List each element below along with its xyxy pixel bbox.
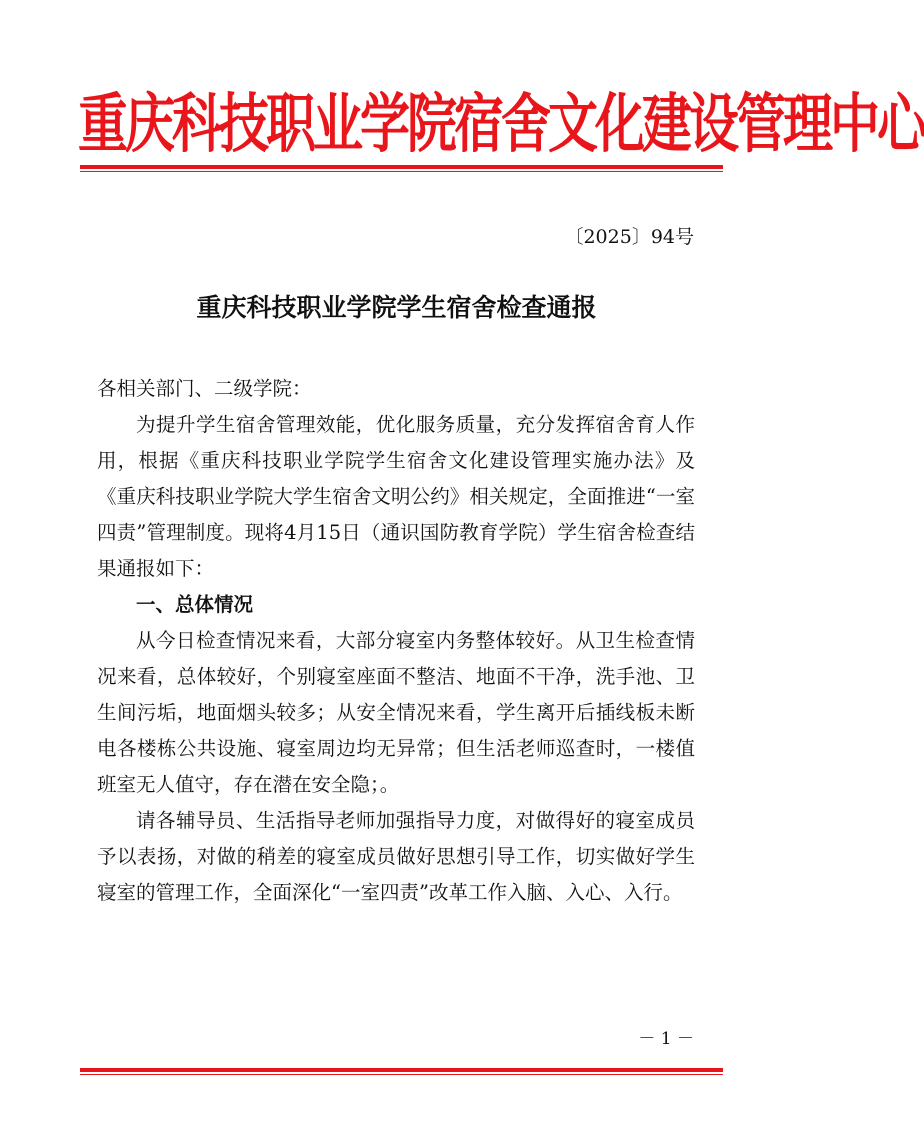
document-body bbox=[97, 371, 695, 911]
masthead-red-rule-thin bbox=[80, 171, 723, 172]
overview-paragraph: 从今日检查情况来看，大部分寝室内务整体较好。从卫生检查情况来看，总体较好，个别寝室座面不整洁、地面不干净，洗手池、卫生间污垢，地面烟头较多；从安全情况来看，学生离开后插线板未断电各楼栋公共设施、寝室周边均无异常；但生活老师巡查时，一楼值班室无人值守，存在潜在安全隐；。 bbox=[97, 629, 695, 796]
salutation: 各相关部门、二级学院： bbox=[97, 377, 312, 400]
page-number: － 1 － bbox=[638, 1029, 694, 1049]
masthead-org-name: 重庆科技职业学院宿舍文化建设管理中心 bbox=[78, 85, 924, 162]
document-number: 〔2025〕94号 bbox=[564, 226, 694, 248]
intro-paragraph: 为提升学生宿舍管理效能，优化服务质量，充分发挥宿舍育人作用，根据《重庆科技职业学院学生宿舍文化建设管理实施办法》及《重庆科技职业学院大学生宿舍文明公约》相关规定，全面推进“一室四责”管理制度。现将4月15日（通识国防教育学院）学生宿舍检查结果通报如下： bbox=[97, 413, 695, 580]
section-heading-overview: 一、总体情况 bbox=[136, 593, 254, 616]
masthead-red-rule-thick bbox=[80, 165, 723, 169]
footer-red-rule-thick bbox=[80, 1068, 723, 1072]
footer-red-rule-thin bbox=[80, 1074, 723, 1075]
document-title: 重庆科技职业学院学生宿舍检查通报 bbox=[196, 293, 597, 322]
closing-paragraph: 请各辅导员、生活指导老师加强指导力度，对做得好的寝室成员予以表扬，对做的稍差的寝室成员做好思想引导工作，切实做好学生寝室的管理工作，全面深化“一室四责”改革工作入脑、入心、入行。 bbox=[97, 809, 695, 904]
